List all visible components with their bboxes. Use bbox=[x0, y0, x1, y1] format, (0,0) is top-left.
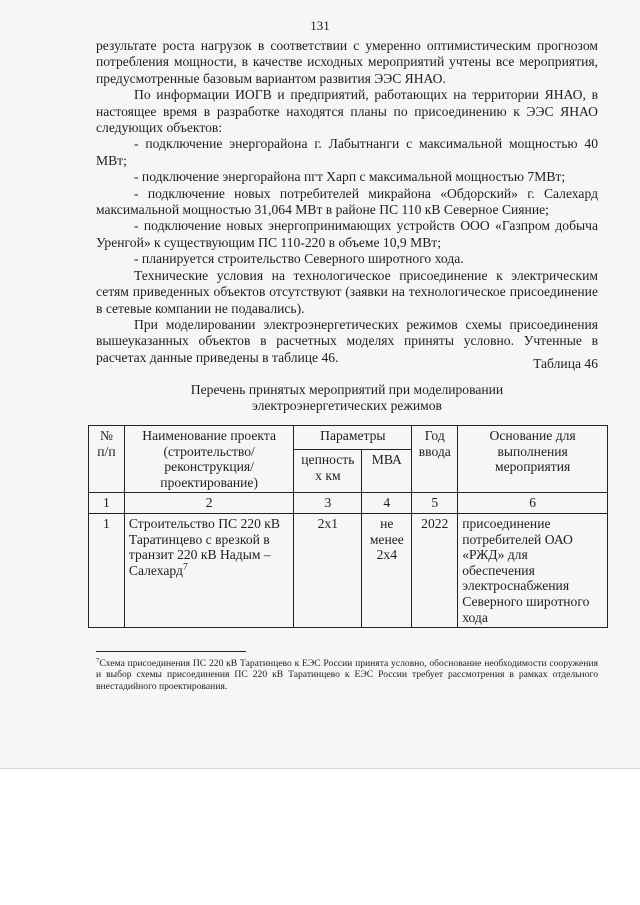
cell-name bbox=[124, 513, 294, 627]
paragraph: Технические условия на технологическое присоединение к электрическим сетям приведенных объектов отсутствуют (заявки на технологическое присоединение в сетевые компании не подавались). bbox=[96, 267, 598, 316]
paragraph: результате роста нагрузок в соответствии с умеренно оптимистическим прогнозом потребления мощности, в качестве исходных мероприятий учтены все мероприятия, предусмотренные базовым вариантом развития ЭЭС ЯНАО. bbox=[96, 38, 598, 86]
cell-basis: присоединение потребителей ОАО «РЖД» для обеспечения электроснабжения Северного широтного хода bbox=[458, 513, 608, 627]
cell-mva: не менее 2х4 bbox=[362, 513, 412, 627]
body-text bbox=[96, 38, 598, 366]
cell-year: 2022 bbox=[412, 513, 458, 627]
index-cell: 2 bbox=[124, 493, 294, 514]
list-item: - подключение новых энергопринимающих устройств ООО «Газпром добыча Уренгой» к существующим ПС 110-220 в объеме 10,9 МВт; bbox=[96, 218, 598, 250]
table-title-line: Перечень принятых мероприятий при моделировании bbox=[190, 382, 504, 397]
footnote-mark: 7 bbox=[96, 656, 100, 664]
list-item: - планируется строительство Северного широтного хода. bbox=[134, 251, 464, 267]
cell-name-text: Строительство ПС 220 кВ Таратинцево с врезкой в транзит 220 кВ Надым – Салехард bbox=[128, 515, 280, 578]
cell-num: 1 bbox=[89, 513, 125, 627]
measures-table bbox=[88, 425, 608, 628]
list-item: - подключение энергорайона г. Лабытнанги с максимальной мощностью 40 МВт; bbox=[96, 136, 598, 168]
header-mva: МВА bbox=[362, 450, 412, 493]
list-item: - подключение энергорайона пгт Харп с максимальной мощностью 7МВт; bbox=[134, 169, 566, 185]
footnote bbox=[96, 658, 598, 692]
table-title-line: электроэнергетических режимов bbox=[252, 398, 442, 414]
index-cell: 3 bbox=[294, 493, 362, 514]
table-header-row bbox=[89, 426, 608, 450]
list-item: - подключение новых потребителей микрайона «Обдорский» г. Салехард максимальной мощностью 31,064 МВт в районе ПС 110 кВ Северное Сияние; bbox=[96, 185, 598, 218]
footnote-ref: 7 bbox=[182, 562, 188, 573]
header-year: Год ввода bbox=[412, 426, 458, 493]
index-cell: 5 bbox=[412, 493, 458, 514]
index-cell: 6 bbox=[458, 493, 608, 514]
table-row bbox=[89, 513, 608, 627]
table-title bbox=[96, 382, 598, 415]
header-num: № п/п bbox=[89, 426, 125, 493]
header-basis: Основание для выполнения мероприятия bbox=[458, 426, 608, 493]
header-chain-km: цепность х км bbox=[294, 450, 362, 493]
index-cell: 1 bbox=[89, 493, 125, 514]
header-name: Наименование проекта (строительство/ реконструкция/ проектирование) bbox=[124, 426, 294, 493]
header-params: Параметры bbox=[294, 426, 412, 450]
table-label: Таблица 46 bbox=[533, 356, 598, 371]
page-number: 131 bbox=[310, 18, 330, 33]
index-cell: 4 bbox=[362, 493, 412, 514]
footnote-separator bbox=[96, 651, 246, 652]
paragraph: При моделировании электроэнергетических режимов схемы присоединения вышеуказанных объектов в расчетных моделях приняты условно. Учтенные в расчетах данные приведены в таблице 46. bbox=[96, 316, 598, 365]
table-index-row bbox=[89, 493, 608, 514]
footnote-text: Схема присоединения ПС 220 кВ Таратинцево к ЕЭС России принята условно, обоснование необходимости сооружения и выбор схемы присоединения ПС 220 кВ Таратинцево к ЕЭС России требует рассмотрения в рамках отдельного внестадийного проектирования. bbox=[96, 658, 598, 692]
paragraph: По информации ИОГВ и предприятий, работающих на территории ЯНАО, в настоящее время в разработке находятся планы по присоединению к ЭЭС ЯНАО следующих объектов: bbox=[96, 87, 598, 136]
cell-chain-km: 2х1 bbox=[294, 513, 362, 627]
